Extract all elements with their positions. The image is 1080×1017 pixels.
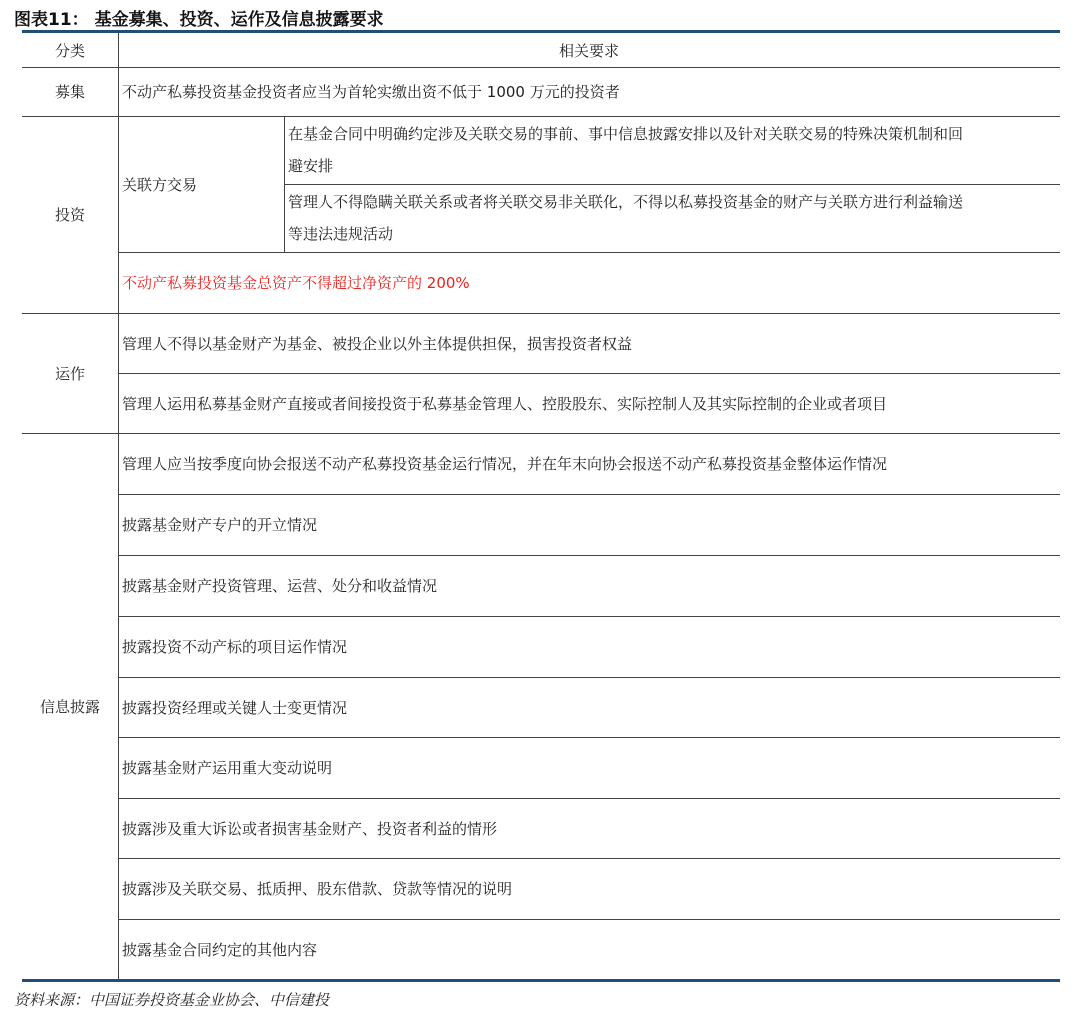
category-disclosure: 信息披露	[39, 697, 100, 716]
operation-item: 管理人不得以基金财产为基金、被投企业以外主体提供担保，损害投资者权益	[122, 334, 633, 353]
header-category: 分类	[54, 41, 85, 60]
operation-item: 管理人运用私募基金财产直接或者间接投资于私募基金管理人、控股股东、实际控制人及其实际控制的企业或者项目	[122, 394, 888, 413]
disclosure-item: 管理人应当按季度向协会报送不动产私募投资基金运行情况，并在年末向协会报送不动产私募投资基金整体运作情况	[122, 455, 888, 473]
category-operation: 运作	[54, 364, 85, 383]
disclosure-item: 披露投资经理或关键人士变更情况	[122, 698, 348, 717]
header-requirement: 相关要求	[558, 41, 619, 60]
category-fundraising: 募集	[54, 83, 85, 101]
disclosure-item: 披露涉及关联交易、抵质押、股东借款、贷款等情况的说明	[122, 880, 513, 898]
related-party-label: 关联方交易	[122, 175, 198, 194]
fundraising-requirement: 不动产私募投资基金投资者应当为首轮实缴出资不低于 1000 万元的投资者	[122, 83, 620, 101]
related-party-item-line: 避安排	[288, 157, 334, 175]
disclosure-item: 披露基金合同约定的其他内容	[122, 940, 318, 959]
table-bottom-rule	[22, 979, 1060, 982]
source-note: 资料来源：中国证券投资基金业协会、中信建投	[14, 991, 330, 1009]
related-party-item-line: 在基金合同中明确约定涉及关联交易的事前、事中信息披露安排以及针对关联交易的特殊决策机制和回	[288, 125, 964, 143]
category-investment: 投资	[54, 206, 85, 224]
related-party-item-line: 管理人不得隐瞒关联关系或者将关联交易非关联化，不得以私募投资基金的财产与关联方进行利益输送	[288, 193, 964, 211]
disclosure-item: 披露投资不动产标的项目运作情况	[122, 638, 348, 656]
disclosure-item: 披露涉及重大诉讼或者损害基金财产、投资者利益的情形	[122, 819, 498, 838]
disclosure-item: 披露基金财产投资管理、运营、处分和收益情况	[122, 577, 438, 595]
related-party-item	[284, 184, 1060, 252]
leverage-rule-highlight: 不动产私募投资基金总资产不得超过净资产的 200%	[122, 274, 470, 292]
disclosure-item: 披露基金财产专户的开立情况	[122, 516, 318, 534]
related-party-item	[284, 116, 1060, 184]
figure-title: 图表11： 基金募集、投资、运作及信息披露要求	[14, 10, 384, 30]
disclosure-item: 披露基金财产运用重大变动说明	[122, 759, 333, 777]
related-party-item-line: 等违法违规活动	[288, 225, 394, 243]
